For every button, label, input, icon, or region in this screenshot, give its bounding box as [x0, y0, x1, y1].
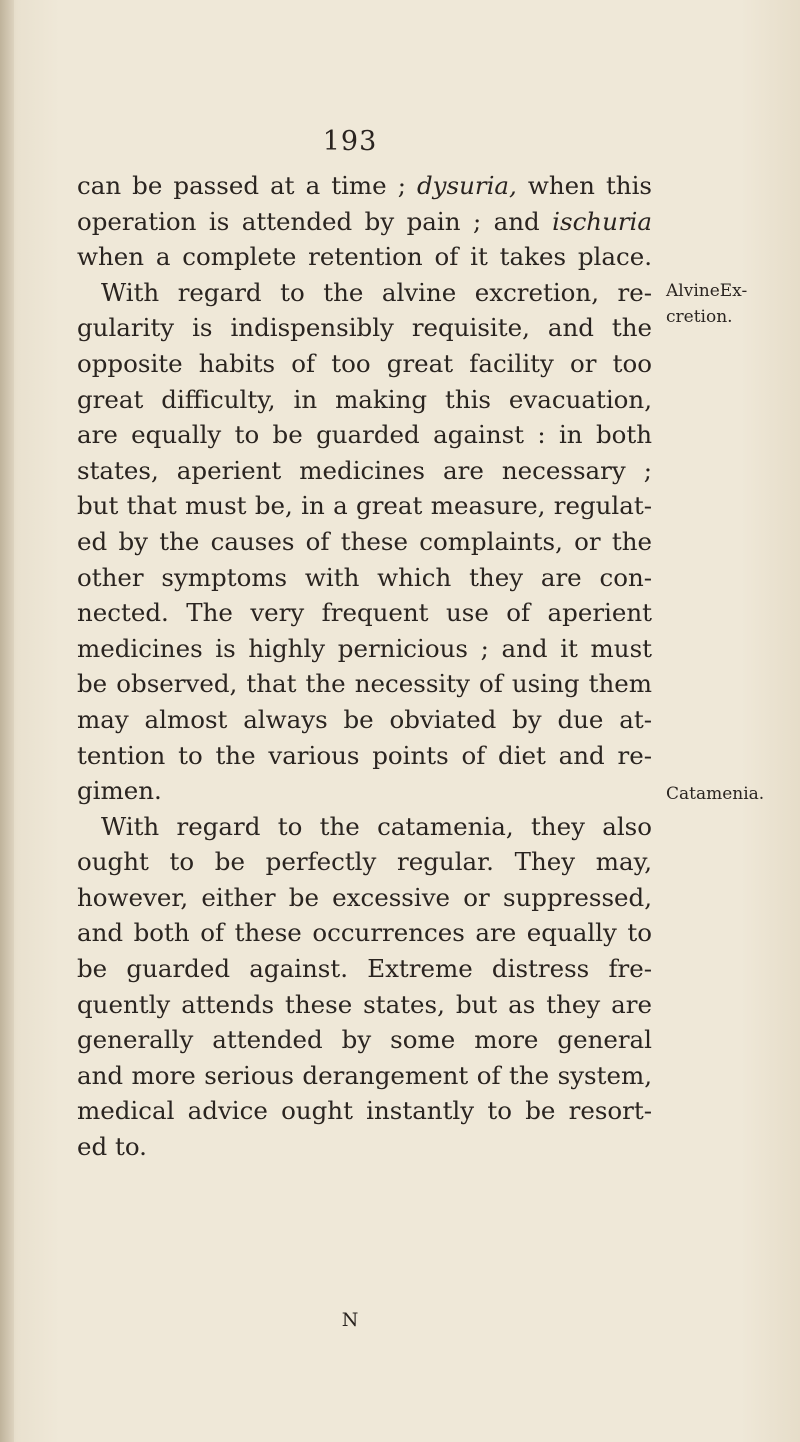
text-line: ed to. — [77, 1132, 147, 1162]
page-number: 193 — [322, 126, 378, 157]
text-line: states, aperient medicines are necessary ; — [77, 455, 652, 485]
margin-note-alvine-excretion: AlvineEx- cretion. — [666, 281, 748, 327]
text-line: operation is attended by pain ; and ischuria — [77, 206, 652, 236]
text-line: and more serious derangement of the system, — [77, 1060, 652, 1090]
text-line: tention to the various points of diet and re- — [77, 740, 652, 770]
text-line: are equally to be guarded against : in both — [77, 420, 652, 450]
text-line: nected. The very frequent use of aperient — [77, 598, 652, 628]
text-line: and both of these occurrences are equally to — [77, 918, 652, 948]
text-line: medical advice ought instantly to be resort- — [77, 1096, 652, 1126]
text-line: other symptoms with which they are con- — [77, 562, 652, 592]
signature-mark: N — [341, 1309, 359, 1331]
text-line: ought to be perfectly regular. They may, — [77, 847, 652, 877]
text-line: ed by the causes of these complaints, or the — [77, 526, 652, 556]
text-line: however, either be excessive or suppressed, — [77, 882, 652, 912]
text-line: generally attended by some more general — [77, 1025, 652, 1055]
text-line: With regard to the alvine excretion, re- — [101, 277, 652, 307]
text-line: when a complete retention of it takes place. — [77, 242, 652, 272]
text-line: quently attends these states, but as they are — [77, 989, 652, 1019]
book-gutter — [0, 0, 14, 1442]
body-text — [77, 168, 652, 1165]
text-line: be observed, that the necessity of using them — [77, 669, 652, 699]
text-line: great difficulty, in making this evacuation, — [77, 384, 652, 414]
text-line: opposite habits of too great facility or too — [77, 348, 652, 378]
margin-note-catamenia: Catamenia. — [666, 784, 765, 804]
text-line: medicines is highly pernicious ; and it must — [77, 633, 652, 663]
text-line: gularity is indispensibly requisite, and the — [77, 313, 652, 343]
text-line: but that must be, in a great measure, regulat- — [77, 491, 652, 521]
text-line: With regard to the catamenia, they also — [101, 811, 652, 841]
text-line: may almost always be obviated by due at- — [77, 704, 652, 734]
text-line: gimen. — [77, 776, 162, 806]
text-line: be guarded against. Extreme distress fre- — [77, 954, 652, 984]
text-line: can be passed at a time ; dysuria, when this — [77, 171, 652, 200]
